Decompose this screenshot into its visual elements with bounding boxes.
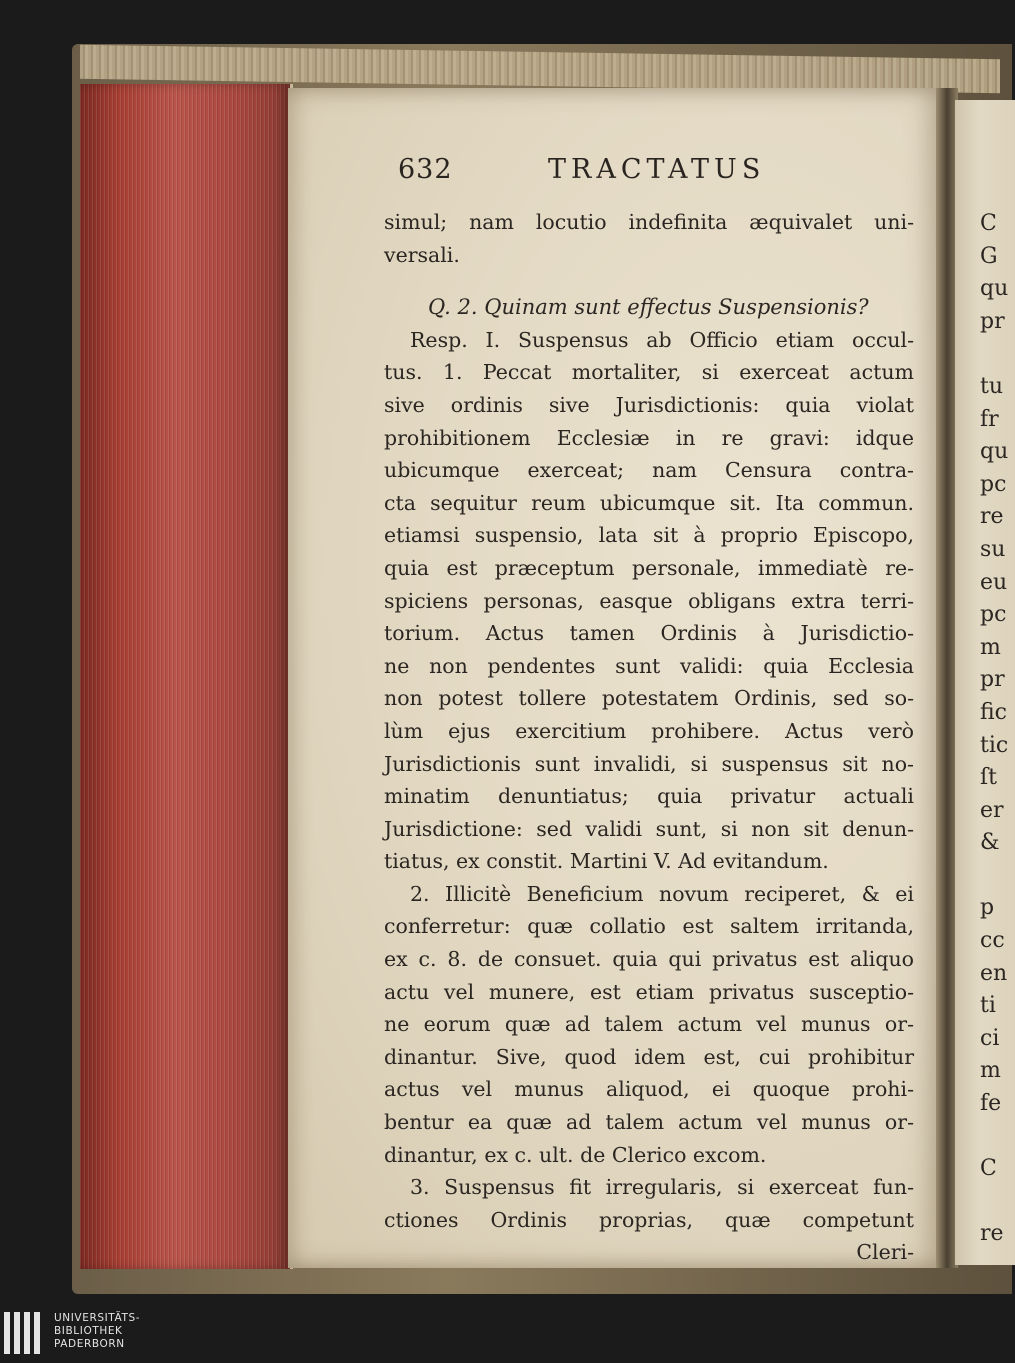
- running-head: [398, 148, 788, 192]
- text-line: Jurisdictionis sunt invalidi, si suspensus sit no-: [384, 751, 914, 776]
- fragment: &: [980, 830, 1000, 856]
- fragment: pc: [980, 471, 1007, 497]
- fragment: pc: [980, 602, 1007, 628]
- text-line: cta sequitur reum ubicumque sit. Ita commun.: [384, 490, 914, 515]
- fragment: su: [980, 536, 1006, 562]
- question-heading: Q. 2. Quinam sunt effectus Suspensionis?: [428, 295, 869, 320]
- fragment: m: [980, 1058, 1001, 1084]
- logo-line: BIBLIOTHEK: [54, 1325, 123, 1337]
- fragment: m: [980, 634, 1001, 660]
- fragment: fe: [980, 1091, 1002, 1117]
- text-line: ctiones Ordinis proprias, quæ competunt: [384, 1207, 914, 1232]
- text-line: Resp. I. Suspensus ab Officio etiam occul-: [410, 327, 914, 352]
- fragment: cc: [980, 928, 1005, 954]
- fragment: eu: [980, 569, 1008, 595]
- library-logo-text: [54, 1312, 140, 1351]
- paragraph-gap: [384, 271, 914, 291]
- text-line: prohibitionem Ecclesiæ in re gravi: idque: [384, 425, 914, 450]
- library-logo: [0, 1296, 200, 1363]
- logo-line: UNIVERSITÄTS-: [54, 1312, 141, 1324]
- text-line: actu vel munere, est etiam privatus susceptio-: [384, 979, 914, 1004]
- logo-line: PADERBORN: [54, 1338, 125, 1350]
- text-line: actus vel munus aliquod, ei quoque prohi-: [384, 1077, 914, 1102]
- library-logo-icon: [2, 1310, 42, 1356]
- fragment: fic: [980, 699, 1007, 725]
- fragment: [980, 860, 1010, 893]
- right-page-fragments: [980, 208, 1010, 1251]
- text-line: sive ordinis sive Jurisdictionis: quia violat: [384, 392, 914, 417]
- text-line: quia est præceptum personale, immediatè re-: [384, 555, 914, 580]
- text-line: versali.: [384, 242, 460, 267]
- fragment: fr: [980, 406, 999, 432]
- fragment: tic: [980, 732, 1009, 758]
- running-title: TRACTATUS: [548, 154, 766, 185]
- red-page-edges: [80, 84, 293, 1269]
- fragment: re: [980, 504, 1004, 530]
- fragment: C: [980, 1156, 997, 1182]
- fragment: qu: [980, 439, 1009, 465]
- text-line: spiciens personas, easque obligans extra terri-: [384, 588, 914, 613]
- text-line: lùm ejus exercitium prohibere. Actus verò: [384, 718, 914, 743]
- fragment: en: [980, 960, 1008, 986]
- text-line: conferretur: quæ collatio est saltem irritanda,: [384, 914, 914, 939]
- fragment: G: [980, 243, 998, 269]
- text-line: minatim denuntiatus; quia privatur actuali: [384, 784, 914, 809]
- fragment: ſt: [980, 765, 997, 791]
- text-line: 2. Illicitè Beneficium novum reciperet, & ei: [410, 881, 914, 906]
- text-line: non potest tollere potestatem Ordinis, sed so-: [384, 686, 914, 711]
- fragment: ti: [980, 993, 996, 1019]
- text-line: ubicumque exerceat; nam Censura contra-: [384, 458, 914, 483]
- text-line: tiatus, ex constit. Martini V. Ad evitandum.: [384, 849, 829, 874]
- fragment: p: [980, 895, 995, 921]
- text-line: torium. Actus tamen Ordinis à Jurisdictio-: [384, 621, 914, 646]
- text-line: ne eorum quæ ad talem actum vel munus or-: [384, 1012, 914, 1037]
- text-line: tus. 1. Peccat mortaliter, si exerceat actum: [384, 360, 914, 385]
- fragment: er: [980, 797, 1004, 823]
- fragment: C: [980, 211, 997, 236]
- fragment: [980, 1186, 1010, 1219]
- catchword: Cleri-: [856, 1240, 914, 1265]
- fragment: ci: [980, 1025, 1000, 1051]
- text-line: etiamsi suspensio, lata sit à proprio Episcopo,: [384, 523, 914, 548]
- text-line: 3. Suspensus fit irregularis, si exerceat fun-: [410, 1175, 914, 1200]
- fragment: [980, 1121, 1010, 1154]
- fragment: qu: [980, 276, 1009, 302]
- fragment: pr: [980, 308, 1005, 334]
- text-line: dinantur. Sive, quod idem est, cui prohibitur: [384, 1044, 914, 1069]
- text-line: bentur ea quæ ad talem actum vel munus or-: [384, 1110, 914, 1135]
- text-line: simul; nam locutio indefinita æquivalet uni-: [384, 210, 914, 234]
- page-number: 632: [398, 154, 453, 185]
- page-body-text: [384, 206, 914, 1269]
- text-line: Jurisdictione: sed validi sunt, si non sit denun-: [384, 816, 914, 841]
- text-line: ex c. 8. de consuet. quia qui privatus est aliquo: [384, 947, 914, 972]
- fragment: tu: [980, 373, 1004, 399]
- fragment: pr: [980, 667, 1005, 693]
- text-line: dinantur, ex c. ult. de Clerico excom.: [384, 1142, 767, 1167]
- fragment: re: [980, 1221, 1004, 1247]
- fragment: [980, 338, 1010, 371]
- text-line: ne non pendentes sunt validi: quia Ecclesia: [384, 653, 914, 678]
